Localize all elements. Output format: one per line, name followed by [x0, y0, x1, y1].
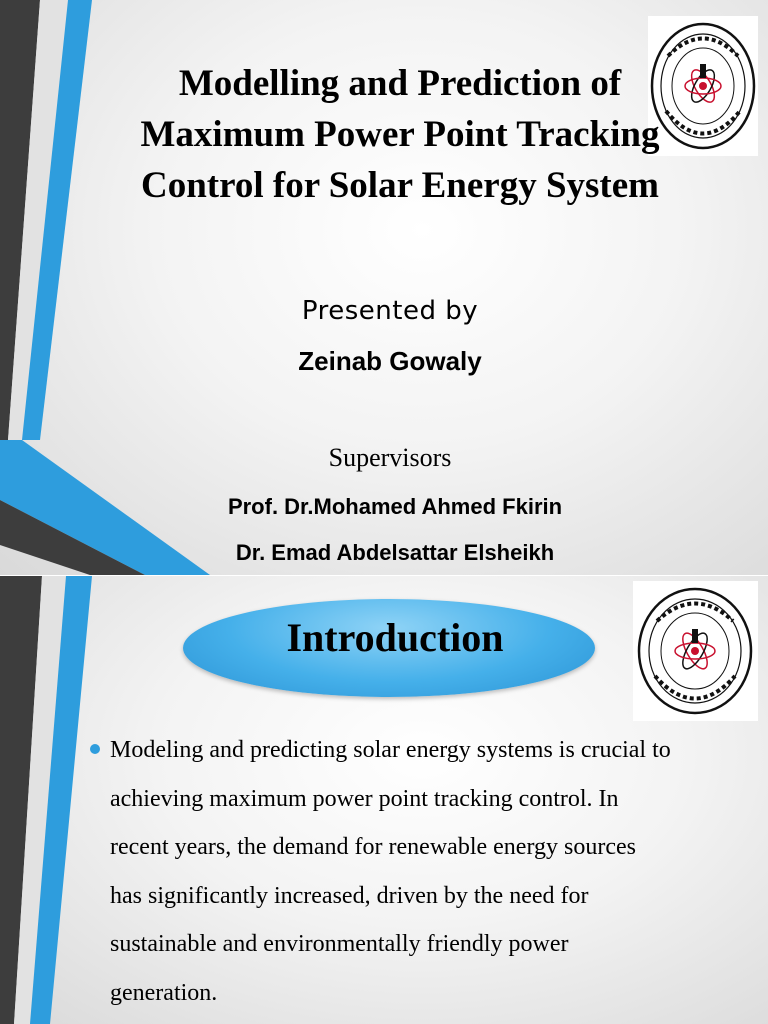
supervisors-heading: Supervisors [328, 443, 452, 472]
bullet-line: recent years, the demand for renewable energy sources [110, 834, 636, 860]
title-line: Modelling and Prediction of [178, 63, 622, 104]
title-line: Control for Solar Energy System [141, 165, 659, 206]
supervisor-name: Dr. Emad Abdelsattar Elsheikh [235, 540, 555, 565]
bullet-line: Modeling and predicting solar energy systems is crucial to [110, 737, 671, 763]
bullet-paragraph [110, 726, 760, 1017]
presentation-title [60, 58, 740, 211]
bullet-line: sustainable and environmentally friendly power [110, 931, 569, 957]
bullet-line: has significantly increased, driven by the need for [110, 882, 589, 909]
bullet-line: generation. [110, 979, 218, 1006]
bullet-icon [90, 744, 100, 754]
introduction-slide [0, 576, 768, 1024]
title-line: Maximum Power Point Tracking [140, 114, 660, 155]
university-seal-icon [633, 581, 758, 721]
presented-by-label: Presented by [301, 296, 479, 326]
bullet-line: achieving maximum power point tracking control. In [110, 785, 619, 812]
university-logo [633, 581, 758, 721]
supervisor-name: Prof. Dr.Mohamed Ahmed Fkirin [227, 494, 563, 519]
presenter-name: Zeinab Gowaly [298, 346, 482, 376]
slide-heading: Introduction [286, 615, 504, 660]
